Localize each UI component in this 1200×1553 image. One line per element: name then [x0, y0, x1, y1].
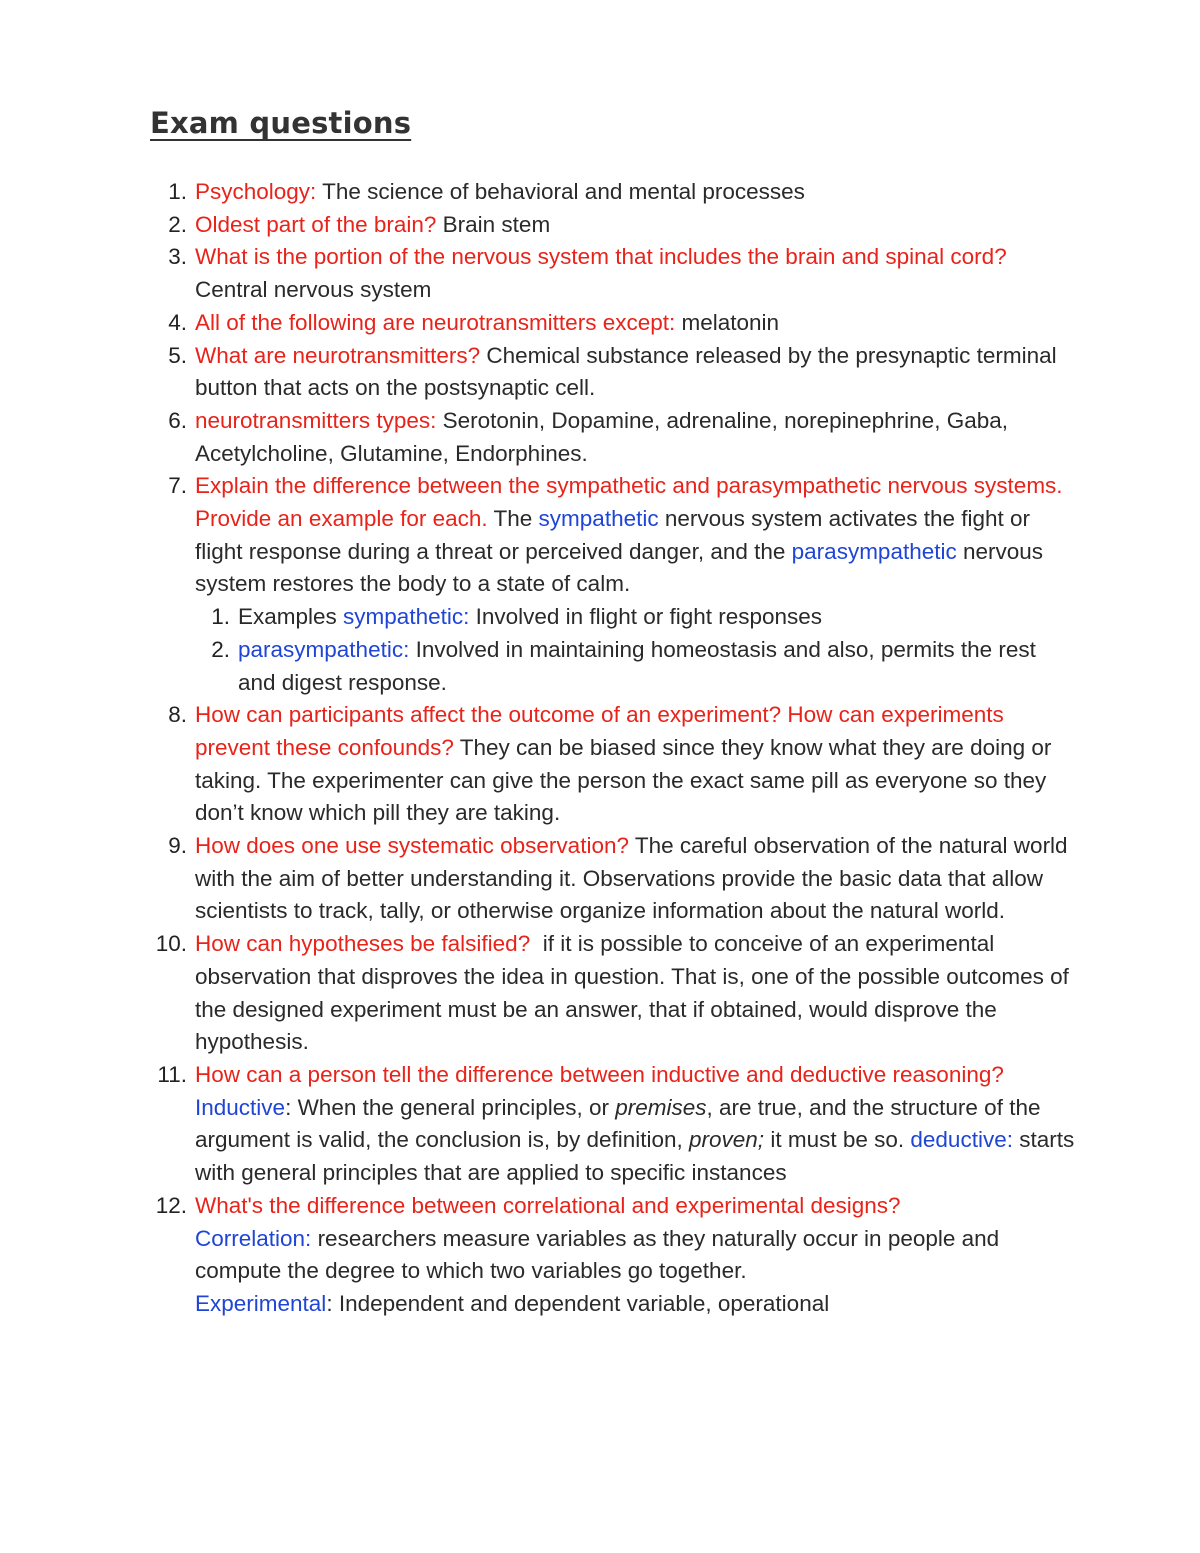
item-number: 6.: [168, 407, 187, 433]
answer-text: Chemical substance released by the presynaptic terminal button that acts on the postsynaptic cell.: [195, 342, 1057, 401]
term-highlight: parasympathetic:: [238, 636, 410, 662]
item-number: 9.: [168, 833, 187, 859]
list-item: [168, 209, 1075, 242]
item-number: 1.: [168, 179, 187, 204]
answer-text: nervous system restores the body to a state of calm.: [195, 538, 1044, 597]
list-item: [168, 176, 1075, 209]
term-highlight: Experimental: [195, 1290, 327, 1316]
question-text: neurotransmitters types:: [195, 407, 437, 433]
term-highlight: parasympathetic: [791, 538, 957, 564]
list-item: [168, 307, 1075, 340]
answer-text: The careful observation of the natural world with the aim of better understanding it. Observations provide the basic data that allow scientists to track, tally, or otherwise organize information about the natural world.: [195, 833, 1068, 924]
question-text: Psychology:: [195, 179, 317, 204]
sub-list: [211, 601, 1075, 699]
item-number: 2.: [211, 636, 230, 662]
answer-text: , are true, and the structure of the argument is valid, the conclusion is, by definition,: [195, 1094, 1041, 1153]
item-number: 3.: [168, 244, 187, 270]
question-text: How can a person tell the difference between inductive and deductive reasoning?: [195, 1061, 1004, 1087]
answer-text: Brain stem: [436, 211, 551, 237]
term-highlight: deductive:: [910, 1127, 1013, 1153]
question-text: What's the difference between correlational and experimental designs?: [195, 1192, 901, 1218]
list-item: [168, 699, 1075, 830]
page-title: Exam questions: [150, 106, 412, 140]
question-text: How can hypotheses be falsified?: [195, 931, 531, 957]
answer-text: : When the general principles, or: [285, 1094, 616, 1120]
answer-text: melatonin: [675, 309, 780, 335]
answer-text: if it is possible to conceive of an experimental observation that disproves the idea in question. That is, one of the possible outcomes of the designed experiment must be an answer, that if obtained, would disprove the hypothesis.: [195, 931, 1076, 1055]
item-number: 5.: [168, 342, 187, 368]
question-list: [155, 176, 1076, 1321]
question-text: How does one use systematic observation?: [195, 833, 629, 859]
answer-text: The: [487, 506, 539, 532]
question-text: Explain the difference between the sympathetic and parasympathetic nervous systems. Provide an example for each.: [195, 473, 1063, 532]
emphasis-text: premises: [615, 1094, 707, 1120]
answer-text: Involved in maintaining homeostasis and also, permits the rest and digest response.: [238, 636, 1036, 695]
item-number: 12.: [155, 1192, 187, 1218]
answer-text: Serotonin, Dopamine, adrenaline, norepinephrine, Gaba, Acetylcholine, Glutamine, Endorphines.: [195, 407, 1008, 466]
answer-text: Involved in flight or fight responses: [469, 604, 823, 630]
term-highlight: Correlation:: [195, 1225, 312, 1251]
item-number: 11.: [157, 1061, 187, 1087]
emphasis-text: proven;: [689, 1127, 765, 1153]
question-text: What is the portion of the nervous system that includes the brain and spinal cord?: [195, 244, 1007, 270]
list-item: [168, 830, 1075, 928]
term-highlight: Inductive: [195, 1094, 286, 1120]
answer-text: The science of behavioral and mental processes: [316, 179, 805, 204]
answer-text: They can be biased since they know what they are doing or taking. The experimenter can give the person the exact same pill as everyone so they don’t know which pill they are taking.: [195, 734, 1052, 826]
answer-text: Examples: [238, 604, 344, 630]
question-text: All of the following are neurotransmitters except:: [195, 309, 676, 335]
answer-text: nervous system activates the fight or flight response during a threat or perceived danger, and the: [195, 506, 1031, 564]
list-item: [168, 340, 1075, 405]
list-item: [168, 241, 1075, 306]
question-text: What are neurotransmitters?: [195, 342, 481, 368]
answer-text: starts with general principles that are applied to specific instances: [195, 1127, 1075, 1186]
answer-text: Central nervous system: [195, 277, 432, 303]
term-highlight: sympathetic:: [343, 604, 470, 630]
item-number: 7.: [168, 473, 187, 499]
question-text: Oldest part of the brain?: [195, 211, 437, 237]
sub-list-item: [211, 601, 1075, 634]
list-item: [155, 928, 1076, 1059]
item-number: 1.: [211, 604, 230, 630]
item-number: 10.: [155, 931, 187, 957]
list-item: [155, 1190, 1075, 1321]
term-highlight: sympathetic: [538, 506, 659, 532]
item-number: 4.: [168, 309, 187, 335]
question-text: How can participants affect the outcome of an experiment? How can experiments prevent these confounds?: [195, 702, 1004, 760]
answer-text: : Independent and dependent variable, operational: [326, 1290, 830, 1316]
item-number: 8.: [168, 702, 187, 728]
list-item: [168, 470, 1075, 699]
item-number: 2.: [168, 211, 187, 237]
sub-list-item: [211, 634, 1075, 699]
list-item: [157, 1059, 1075, 1190]
answer-text: it must be so.: [764, 1127, 911, 1153]
list-item: [168, 405, 1075, 470]
answer-text: researchers measure variables as they naturally occur in people and compute the degree to which two variables go together.: [195, 1225, 1000, 1284]
